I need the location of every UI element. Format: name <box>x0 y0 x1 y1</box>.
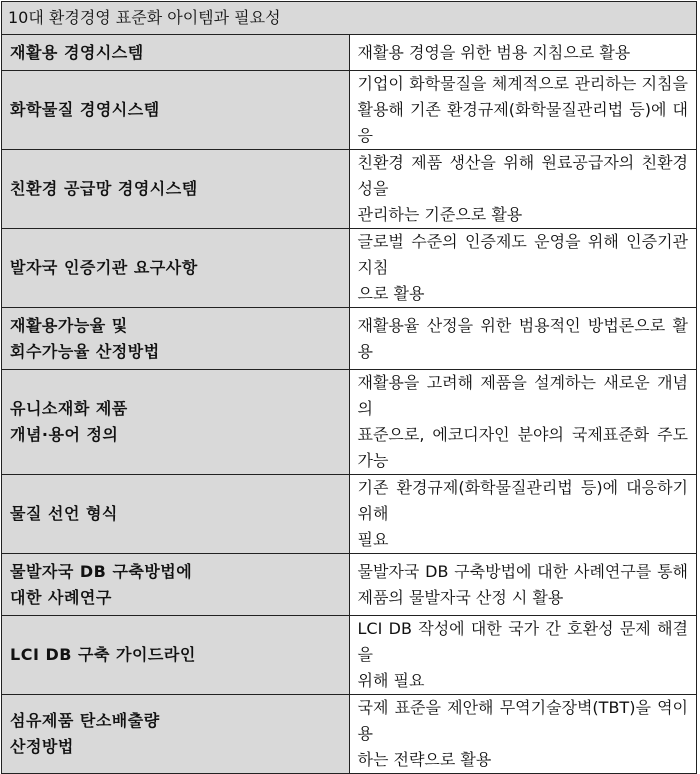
item-label: 물발자국 DB 구축방법에 대한 사례연구 <box>2 554 350 616</box>
item-label: 재활용가능율 및 회수가능율 산정방법 <box>2 308 350 370</box>
item-description: LCI DB 작성에 대한 국가 간 호환성 문제 해결을 위해 필요 <box>349 616 697 695</box>
item-label: 유니소재화 제품 개념·용어 정의 <box>2 370 350 475</box>
item-label: 섬유제품 탄소배출량 산정방법 <box>2 695 350 774</box>
item-description: 재활용 경영을 위한 범용 지침으로 활용 <box>349 35 697 71</box>
table-row <box>2 475 697 554</box>
table-row <box>2 35 697 71</box>
item-description: 국제 표준을 제안해 무역기술장벽(TBT)을 역이용 하는 전략으로 활용 <box>349 695 697 774</box>
item-label: LCI DB 구축 가이드라인 <box>2 616 350 695</box>
standards-table <box>1 1 697 774</box>
table-row <box>2 229 697 308</box>
table-row <box>2 554 697 616</box>
table-row <box>2 308 697 370</box>
item-label: 화학물질 경영시스템 <box>2 71 350 150</box>
table-row <box>2 71 697 150</box>
item-description: 재활용율 산정을 위한 범용적인 방법론으로 활용 <box>349 308 697 370</box>
item-description: 글로벌 수준의 인증제도 운영을 위해 인증기관 지침 으로 활용 <box>349 229 697 308</box>
item-description: 재활용을 고려해 제품을 설계하는 새로운 개념의 표준으로, 에코디자인 분야의 국제표준화 주도 가능 <box>349 370 697 475</box>
item-description: 기존 환경규제(화학물질관리법 등)에 대응하기 위해 필요 <box>349 475 697 554</box>
table-title-row <box>2 2 697 35</box>
item-label: 물질 선언 형식 <box>2 475 350 554</box>
standards-table-container <box>1 1 699 769</box>
item-description: 기업이 화학물질을 체계적으로 관리하는 지침을 활용해 기존 환경규제(화학물질관리법 등)에 대응 <box>349 71 697 150</box>
table-row <box>2 150 697 229</box>
table-row <box>2 695 697 774</box>
item-description: 친환경 제품 생산을 위해 원료공급자의 친환경성을 관리하는 기준으로 활용 <box>349 150 697 229</box>
item-description: 물발자국 DB 구축방법에 대한 사례연구를 통해 제품의 물발자국 산정 시 활용 <box>349 554 697 616</box>
table-title: 10대 환경경영 표준화 아이템과 필요성 <box>2 2 697 35</box>
table-row <box>2 616 697 695</box>
item-label: 친환경 공급망 경영시스템 <box>2 150 350 229</box>
item-label: 재활용 경영시스템 <box>2 35 350 71</box>
table-row <box>2 370 697 475</box>
item-label: 발자국 인증기관 요구사항 <box>2 229 350 308</box>
